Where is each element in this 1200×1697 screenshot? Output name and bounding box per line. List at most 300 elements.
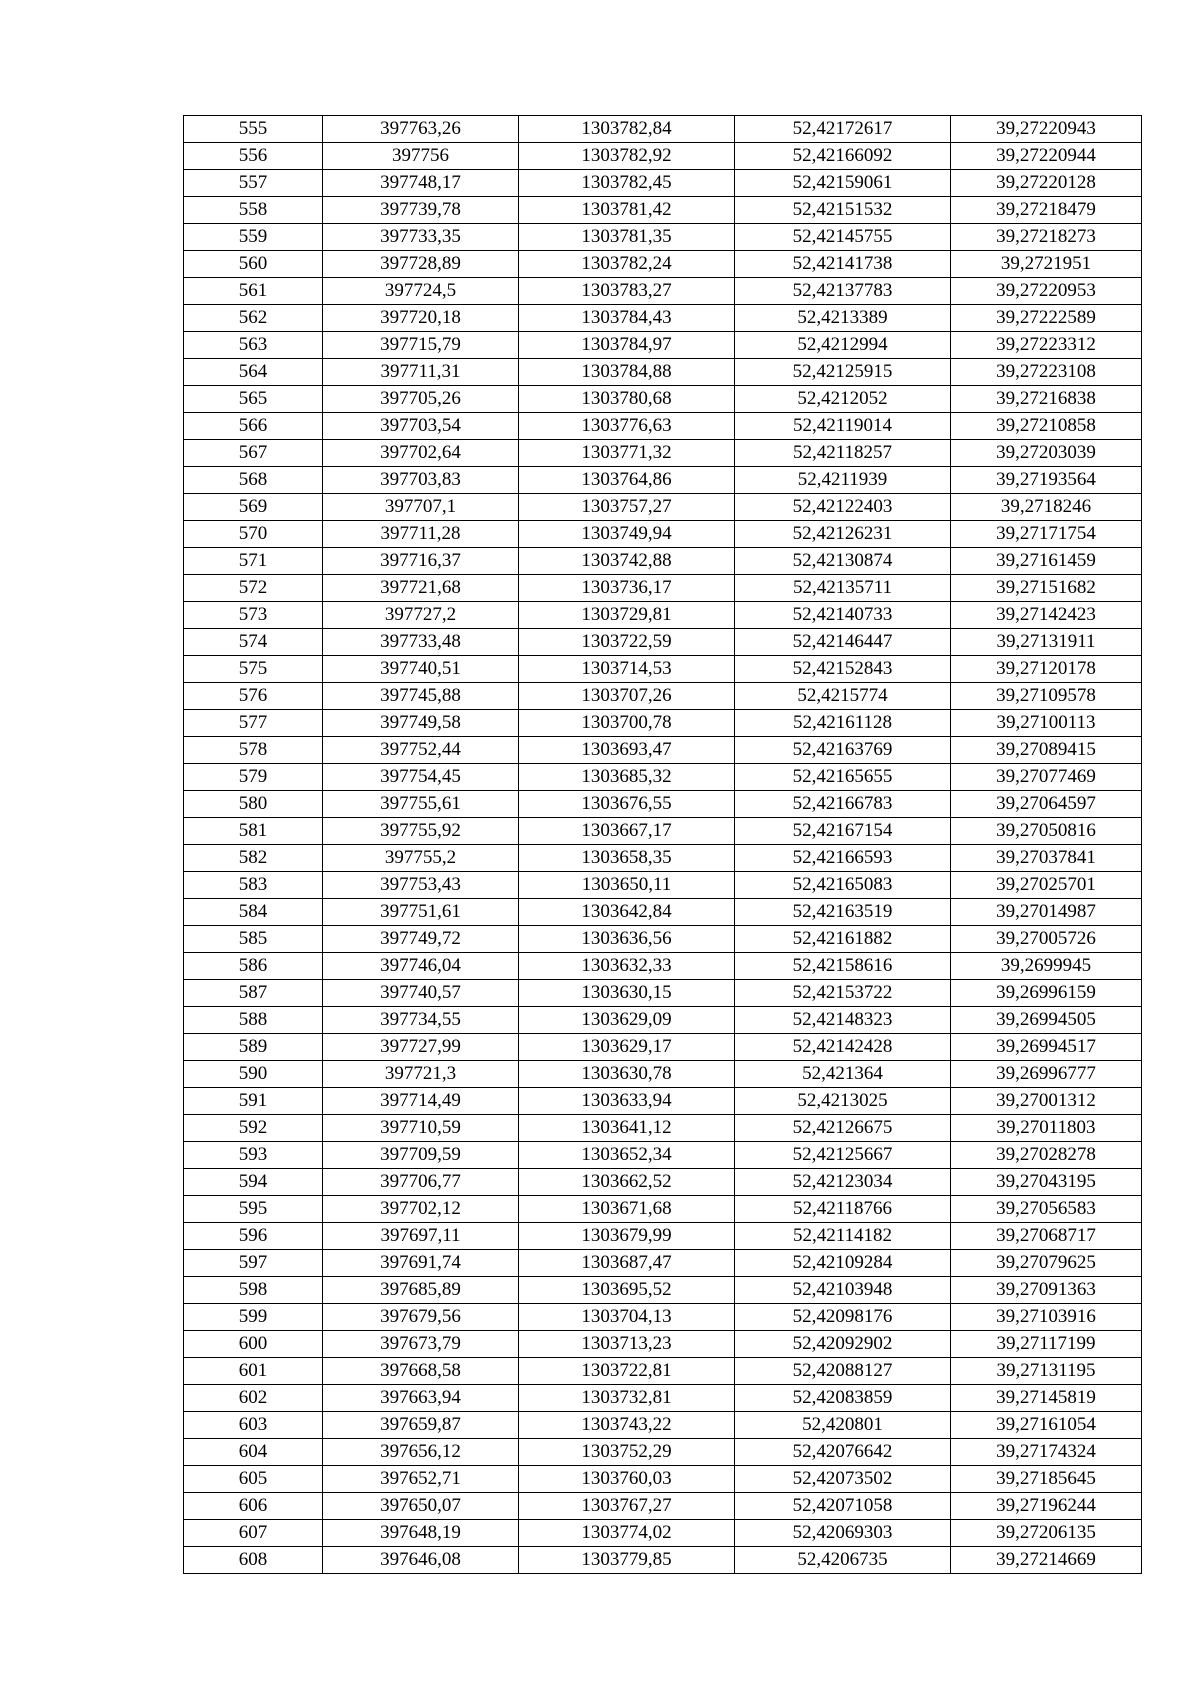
x-coordinate-cell: 397749,72 (323, 926, 519, 953)
longitude-cell: 39,27068717 (951, 1223, 1142, 1250)
longitude-cell: 39,27220944 (951, 143, 1142, 170)
x-coordinate-cell: 397711,28 (323, 521, 519, 548)
longitude-cell: 39,27109578 (951, 683, 1142, 710)
longitude-cell: 39,27120178 (951, 656, 1142, 683)
longitude-cell: 39,27161054 (951, 1412, 1142, 1439)
x-coordinate-cell: 397685,89 (323, 1277, 519, 1304)
table-row (184, 1250, 1142, 1277)
coordinates-table (183, 115, 1142, 1574)
point-number-cell: 583 (184, 872, 323, 899)
table-row (184, 1412, 1142, 1439)
longitude-cell: 39,27091363 (951, 1277, 1142, 1304)
y-coordinate-cell: 1303749,94 (519, 521, 735, 548)
y-coordinate-cell: 1303782,84 (519, 116, 735, 143)
latitude-cell: 52,42098176 (735, 1304, 951, 1331)
y-coordinate-cell: 1303774,02 (519, 1520, 735, 1547)
x-coordinate-cell: 397753,43 (323, 872, 519, 899)
x-coordinate-cell: 397721,68 (323, 575, 519, 602)
table-row (184, 332, 1142, 359)
latitude-cell: 52,42092902 (735, 1331, 951, 1358)
latitude-cell: 52,42126231 (735, 521, 951, 548)
x-coordinate-cell: 397721,3 (323, 1061, 519, 1088)
point-number-cell: 587 (184, 980, 323, 1007)
x-coordinate-cell: 397702,12 (323, 1196, 519, 1223)
y-coordinate-cell: 1303784,88 (519, 359, 735, 386)
table-row (184, 1196, 1142, 1223)
point-number-cell: 607 (184, 1520, 323, 1547)
point-number-cell: 568 (184, 467, 323, 494)
longitude-cell: 39,27005726 (951, 926, 1142, 953)
x-coordinate-cell: 397740,51 (323, 656, 519, 683)
latitude-cell: 52,42152843 (735, 656, 951, 683)
y-coordinate-cell: 1303693,47 (519, 737, 735, 764)
latitude-cell: 52,42076642 (735, 1439, 951, 1466)
point-number-cell: 565 (184, 386, 323, 413)
latitude-cell: 52,42118257 (735, 440, 951, 467)
table-row (184, 1007, 1142, 1034)
table-row (184, 1304, 1142, 1331)
point-number-cell: 575 (184, 656, 323, 683)
y-coordinate-cell: 1303779,85 (519, 1547, 735, 1574)
longitude-cell: 39,27218479 (951, 197, 1142, 224)
latitude-cell: 52,42165083 (735, 872, 951, 899)
point-number-cell: 571 (184, 548, 323, 575)
point-number-cell: 595 (184, 1196, 323, 1223)
point-number-cell: 599 (184, 1304, 323, 1331)
y-coordinate-cell: 1303780,68 (519, 386, 735, 413)
latitude-cell: 52,42163519 (735, 899, 951, 926)
latitude-cell: 52,4213025 (735, 1088, 951, 1115)
point-number-cell: 601 (184, 1358, 323, 1385)
table-row (184, 1358, 1142, 1385)
table-row (184, 494, 1142, 521)
longitude-cell: 39,27131195 (951, 1358, 1142, 1385)
x-coordinate-cell: 397709,59 (323, 1142, 519, 1169)
latitude-cell: 52,42158616 (735, 953, 951, 980)
longitude-cell: 39,27145819 (951, 1385, 1142, 1412)
point-number-cell: 593 (184, 1142, 323, 1169)
x-coordinate-cell: 397752,44 (323, 737, 519, 764)
x-coordinate-cell: 397733,48 (323, 629, 519, 656)
point-number-cell: 598 (184, 1277, 323, 1304)
point-number-cell: 570 (184, 521, 323, 548)
y-coordinate-cell: 1303650,11 (519, 872, 735, 899)
y-coordinate-cell: 1303641,12 (519, 1115, 735, 1142)
longitude-cell: 39,26994517 (951, 1034, 1142, 1061)
table-row (184, 1520, 1142, 1547)
y-coordinate-cell: 1303636,56 (519, 926, 735, 953)
point-number-cell: 578 (184, 737, 323, 764)
x-coordinate-cell: 397697,11 (323, 1223, 519, 1250)
x-coordinate-cell: 397733,35 (323, 224, 519, 251)
latitude-cell: 52,42153722 (735, 980, 951, 1007)
latitude-cell: 52,42125915 (735, 359, 951, 386)
longitude-cell: 39,26994505 (951, 1007, 1142, 1034)
x-coordinate-cell: 397745,88 (323, 683, 519, 710)
latitude-cell: 52,42148323 (735, 1007, 951, 1034)
point-number-cell: 556 (184, 143, 323, 170)
longitude-cell: 39,27131911 (951, 629, 1142, 656)
latitude-cell: 52,4211939 (735, 467, 951, 494)
y-coordinate-cell: 1303782,45 (519, 170, 735, 197)
table-row (184, 710, 1142, 737)
x-coordinate-cell: 397663,94 (323, 1385, 519, 1412)
table-row (184, 791, 1142, 818)
longitude-cell: 39,27151682 (951, 575, 1142, 602)
x-coordinate-cell: 397740,57 (323, 980, 519, 1007)
latitude-cell: 52,42142428 (735, 1034, 951, 1061)
table-row (184, 143, 1142, 170)
point-number-cell: 605 (184, 1466, 323, 1493)
table-row (184, 845, 1142, 872)
x-coordinate-cell: 397707,1 (323, 494, 519, 521)
x-coordinate-cell: 397710,59 (323, 1115, 519, 1142)
longitude-cell: 39,27223312 (951, 332, 1142, 359)
latitude-cell: 52,42166593 (735, 845, 951, 872)
table-row (184, 1088, 1142, 1115)
point-number-cell: 576 (184, 683, 323, 710)
latitude-cell: 52,4215774 (735, 683, 951, 710)
table-row (184, 1223, 1142, 1250)
table-row (184, 116, 1142, 143)
point-number-cell: 579 (184, 764, 323, 791)
y-coordinate-cell: 1303764,86 (519, 467, 735, 494)
longitude-cell: 39,27103916 (951, 1304, 1142, 1331)
x-coordinate-cell: 397703,54 (323, 413, 519, 440)
latitude-cell: 52,42069303 (735, 1520, 951, 1547)
x-coordinate-cell: 397755,61 (323, 791, 519, 818)
longitude-cell: 39,27079625 (951, 1250, 1142, 1277)
table-row (184, 629, 1142, 656)
latitude-cell: 52,42146447 (735, 629, 951, 656)
latitude-cell: 52,42151532 (735, 197, 951, 224)
table-row (184, 170, 1142, 197)
table-row (184, 386, 1142, 413)
x-coordinate-cell: 397746,04 (323, 953, 519, 980)
point-number-cell: 585 (184, 926, 323, 953)
x-coordinate-cell: 397755,2 (323, 845, 519, 872)
point-number-cell: 606 (184, 1493, 323, 1520)
table-row (184, 872, 1142, 899)
x-coordinate-cell: 397763,26 (323, 116, 519, 143)
table-row (184, 1115, 1142, 1142)
point-number-cell: 564 (184, 359, 323, 386)
y-coordinate-cell: 1303662,52 (519, 1169, 735, 1196)
table-row (184, 764, 1142, 791)
x-coordinate-cell: 397652,71 (323, 1466, 519, 1493)
y-coordinate-cell: 1303784,43 (519, 305, 735, 332)
y-coordinate-cell: 1303722,81 (519, 1358, 735, 1385)
point-number-cell: 573 (184, 602, 323, 629)
table-row (184, 1493, 1142, 1520)
latitude-cell: 52,42159061 (735, 170, 951, 197)
latitude-cell: 52,42118766 (735, 1196, 951, 1223)
point-number-cell: 600 (184, 1331, 323, 1358)
x-coordinate-cell: 397739,78 (323, 197, 519, 224)
x-coordinate-cell: 397706,77 (323, 1169, 519, 1196)
y-coordinate-cell: 1303767,27 (519, 1493, 735, 1520)
y-coordinate-cell: 1303667,17 (519, 818, 735, 845)
point-number-cell: 581 (184, 818, 323, 845)
latitude-cell: 52,42140733 (735, 602, 951, 629)
y-coordinate-cell: 1303658,35 (519, 845, 735, 872)
latitude-cell: 52,420801 (735, 1412, 951, 1439)
point-number-cell: 603 (184, 1412, 323, 1439)
table-row (184, 548, 1142, 575)
latitude-cell: 52,42130874 (735, 548, 951, 575)
x-coordinate-cell: 397755,92 (323, 818, 519, 845)
longitude-cell: 39,27214669 (951, 1547, 1142, 1574)
y-coordinate-cell: 1303714,53 (519, 656, 735, 683)
point-number-cell: 560 (184, 251, 323, 278)
y-coordinate-cell: 1303771,32 (519, 440, 735, 467)
latitude-cell: 52,42088127 (735, 1358, 951, 1385)
point-number-cell: 557 (184, 170, 323, 197)
latitude-cell: 52,42165655 (735, 764, 951, 791)
x-coordinate-cell: 397756 (323, 143, 519, 170)
y-coordinate-cell: 1303685,32 (519, 764, 735, 791)
table-row (184, 359, 1142, 386)
longitude-cell: 39,27117199 (951, 1331, 1142, 1358)
point-number-cell: 588 (184, 1007, 323, 1034)
point-number-cell: 569 (184, 494, 323, 521)
table-row (184, 1331, 1142, 1358)
point-number-cell: 597 (184, 1250, 323, 1277)
latitude-cell: 52,42161882 (735, 926, 951, 953)
table-row (184, 737, 1142, 764)
x-coordinate-cell: 397720,18 (323, 305, 519, 332)
longitude-cell: 39,27050816 (951, 818, 1142, 845)
longitude-cell: 39,27089415 (951, 737, 1142, 764)
x-coordinate-cell: 397650,07 (323, 1493, 519, 1520)
longitude-cell: 39,27206135 (951, 1520, 1142, 1547)
table-row (184, 1385, 1142, 1412)
longitude-cell: 39,27037841 (951, 845, 1142, 872)
point-number-cell: 608 (184, 1547, 323, 1574)
x-coordinate-cell: 397734,55 (323, 1007, 519, 1034)
table-row (184, 251, 1142, 278)
latitude-cell: 52,42103948 (735, 1277, 951, 1304)
x-coordinate-cell: 397702,64 (323, 440, 519, 467)
x-coordinate-cell: 397715,79 (323, 332, 519, 359)
latitude-cell: 52,42141738 (735, 251, 951, 278)
x-coordinate-cell: 397673,79 (323, 1331, 519, 1358)
longitude-cell: 39,2721951 (951, 251, 1142, 278)
point-number-cell: 567 (184, 440, 323, 467)
point-number-cell: 584 (184, 899, 323, 926)
x-coordinate-cell: 397716,37 (323, 548, 519, 575)
y-coordinate-cell: 1303642,84 (519, 899, 735, 926)
longitude-cell: 39,27223108 (951, 359, 1142, 386)
x-coordinate-cell: 397679,56 (323, 1304, 519, 1331)
y-coordinate-cell: 1303732,81 (519, 1385, 735, 1412)
x-coordinate-cell: 397711,31 (323, 359, 519, 386)
point-number-cell: 594 (184, 1169, 323, 1196)
latitude-cell: 52,42125667 (735, 1142, 951, 1169)
x-coordinate-cell: 397727,99 (323, 1034, 519, 1061)
y-coordinate-cell: 1303629,09 (519, 1007, 735, 1034)
y-coordinate-cell: 1303782,24 (519, 251, 735, 278)
latitude-cell: 52,42114182 (735, 1223, 951, 1250)
point-number-cell: 580 (184, 791, 323, 818)
longitude-cell: 39,27142423 (951, 602, 1142, 629)
latitude-cell: 52,42126675 (735, 1115, 951, 1142)
longitude-cell: 39,27161459 (951, 548, 1142, 575)
y-coordinate-cell: 1303704,13 (519, 1304, 735, 1331)
y-coordinate-cell: 1303633,94 (519, 1088, 735, 1115)
latitude-cell: 52,42167154 (735, 818, 951, 845)
y-coordinate-cell: 1303713,23 (519, 1331, 735, 1358)
table-row (184, 953, 1142, 980)
y-coordinate-cell: 1303722,59 (519, 629, 735, 656)
x-coordinate-cell: 397648,19 (323, 1520, 519, 1547)
point-number-cell: 566 (184, 413, 323, 440)
x-coordinate-cell: 397656,12 (323, 1439, 519, 1466)
x-coordinate-cell: 397703,83 (323, 467, 519, 494)
x-coordinate-cell: 397705,26 (323, 386, 519, 413)
x-coordinate-cell: 397728,89 (323, 251, 519, 278)
x-coordinate-cell: 397749,58 (323, 710, 519, 737)
table-row (184, 683, 1142, 710)
point-number-cell: 604 (184, 1439, 323, 1466)
longitude-cell: 39,26996777 (951, 1061, 1142, 1088)
longitude-cell: 39,27203039 (951, 440, 1142, 467)
latitude-cell: 52,42166783 (735, 791, 951, 818)
y-coordinate-cell: 1303676,55 (519, 791, 735, 818)
point-number-cell: 563 (184, 332, 323, 359)
point-number-cell: 602 (184, 1385, 323, 1412)
table-row (184, 926, 1142, 953)
latitude-cell: 52,42137783 (735, 278, 951, 305)
longitude-cell: 39,27174324 (951, 1439, 1142, 1466)
coordinates-table-body (184, 116, 1142, 1574)
x-coordinate-cell: 397754,45 (323, 764, 519, 791)
point-number-cell: 555 (184, 116, 323, 143)
y-coordinate-cell: 1303736,17 (519, 575, 735, 602)
table-row (184, 1142, 1142, 1169)
x-coordinate-cell: 397714,49 (323, 1088, 519, 1115)
latitude-cell: 52,42163769 (735, 737, 951, 764)
longitude-cell: 39,27185645 (951, 1466, 1142, 1493)
x-coordinate-cell: 397724,5 (323, 278, 519, 305)
longitude-cell: 39,27220943 (951, 116, 1142, 143)
y-coordinate-cell: 1303782,92 (519, 143, 735, 170)
latitude-cell: 52,42083859 (735, 1385, 951, 1412)
longitude-cell: 39,27218273 (951, 224, 1142, 251)
table-row (184, 467, 1142, 494)
point-number-cell: 591 (184, 1088, 323, 1115)
longitude-cell: 39,27014987 (951, 899, 1142, 926)
longitude-cell: 39,27011803 (951, 1115, 1142, 1142)
x-coordinate-cell: 397668,58 (323, 1358, 519, 1385)
y-coordinate-cell: 1303679,99 (519, 1223, 735, 1250)
table-row (184, 980, 1142, 1007)
y-coordinate-cell: 1303743,22 (519, 1412, 735, 1439)
table-row (184, 899, 1142, 926)
longitude-cell: 39,27220953 (951, 278, 1142, 305)
longitude-cell: 39,27210858 (951, 413, 1142, 440)
table-row (184, 1547, 1142, 1574)
table-row (184, 656, 1142, 683)
point-number-cell: 589 (184, 1034, 323, 1061)
y-coordinate-cell: 1303781,35 (519, 224, 735, 251)
y-coordinate-cell: 1303742,88 (519, 548, 735, 575)
table-row (184, 1169, 1142, 1196)
x-coordinate-cell: 397751,61 (323, 899, 519, 926)
latitude-cell: 52,42166092 (735, 143, 951, 170)
y-coordinate-cell: 1303632,33 (519, 953, 735, 980)
y-coordinate-cell: 1303783,27 (519, 278, 735, 305)
point-number-cell: 577 (184, 710, 323, 737)
y-coordinate-cell: 1303687,47 (519, 1250, 735, 1277)
table-row (184, 440, 1142, 467)
longitude-cell: 39,27043195 (951, 1169, 1142, 1196)
point-number-cell: 596 (184, 1223, 323, 1250)
point-number-cell: 558 (184, 197, 323, 224)
longitude-cell: 39,27216838 (951, 386, 1142, 413)
point-number-cell: 582 (184, 845, 323, 872)
point-number-cell: 572 (184, 575, 323, 602)
latitude-cell: 52,4212994 (735, 332, 951, 359)
latitude-cell: 52,421364 (735, 1061, 951, 1088)
longitude-cell: 39,27171754 (951, 521, 1142, 548)
y-coordinate-cell: 1303781,42 (519, 197, 735, 224)
y-coordinate-cell: 1303695,52 (519, 1277, 735, 1304)
y-coordinate-cell: 1303729,81 (519, 602, 735, 629)
longitude-cell: 39,27100113 (951, 710, 1142, 737)
point-number-cell: 561 (184, 278, 323, 305)
longitude-cell: 39,2699945 (951, 953, 1142, 980)
y-coordinate-cell: 1303784,97 (519, 332, 735, 359)
latitude-cell: 52,42071058 (735, 1493, 951, 1520)
latitude-cell: 52,42122403 (735, 494, 951, 521)
point-number-cell: 590 (184, 1061, 323, 1088)
table-row (184, 602, 1142, 629)
table-row (184, 197, 1142, 224)
y-coordinate-cell: 1303630,15 (519, 980, 735, 1007)
x-coordinate-cell: 397748,17 (323, 170, 519, 197)
table-row (184, 305, 1142, 332)
table-row (184, 224, 1142, 251)
table-row (184, 413, 1142, 440)
table-row (184, 818, 1142, 845)
point-number-cell: 562 (184, 305, 323, 332)
y-coordinate-cell: 1303630,78 (519, 1061, 735, 1088)
point-number-cell: 559 (184, 224, 323, 251)
latitude-cell: 52,42073502 (735, 1466, 951, 1493)
latitude-cell: 52,42145755 (735, 224, 951, 251)
y-coordinate-cell: 1303760,03 (519, 1466, 735, 1493)
longitude-cell: 39,27064597 (951, 791, 1142, 818)
y-coordinate-cell: 1303752,29 (519, 1439, 735, 1466)
point-number-cell: 574 (184, 629, 323, 656)
longitude-cell: 39,27077469 (951, 764, 1142, 791)
latitude-cell: 52,42109284 (735, 1250, 951, 1277)
longitude-cell: 39,2718246 (951, 494, 1142, 521)
table-row (184, 1439, 1142, 1466)
longitude-cell: 39,27222589 (951, 305, 1142, 332)
table-row (184, 278, 1142, 305)
longitude-cell: 39,26996159 (951, 980, 1142, 1007)
longitude-cell: 39,27220128 (951, 170, 1142, 197)
y-coordinate-cell: 1303700,78 (519, 710, 735, 737)
latitude-cell: 52,4213389 (735, 305, 951, 332)
table-row (184, 1034, 1142, 1061)
latitude-cell: 52,4212052 (735, 386, 951, 413)
x-coordinate-cell: 397659,87 (323, 1412, 519, 1439)
table-row (184, 1277, 1142, 1304)
table-row (184, 575, 1142, 602)
